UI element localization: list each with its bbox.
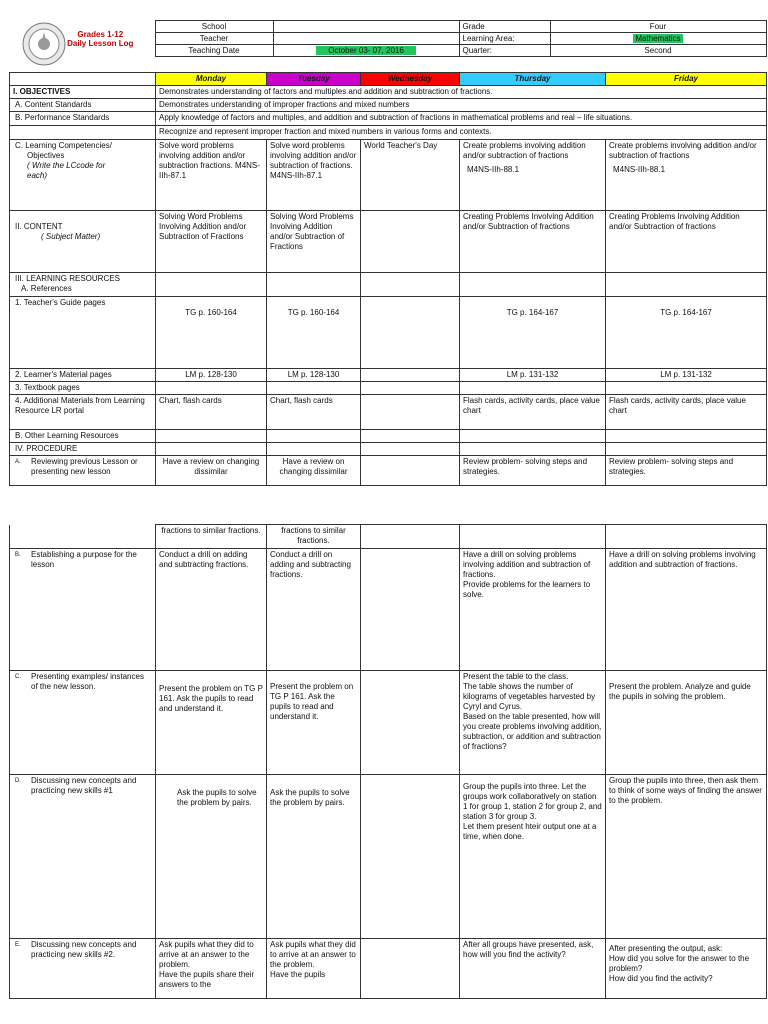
day-header-monday: Monday: [156, 73, 267, 86]
continuation-blank: [10, 525, 156, 549]
review-friday: Review problem- solving steps and strategies.: [606, 456, 767, 486]
lm-wednesday: [361, 369, 460, 382]
purpose-tuesday: Conduct a drill on adding and subtracting fractions.: [267, 549, 361, 671]
discussing2-monday: Ask pupils what they did to arrive at an answer to the problem. Have the pupils share their answers to the: [156, 939, 267, 999]
lesson-table-page2: [9, 524, 767, 999]
teaching-date-label: Teaching Date: [155, 45, 273, 57]
purpose-thursday: Have a drill on solving problems involving addition and subtraction of fractions. Provide problems for the learners to solve.: [460, 549, 606, 671]
content-wednesday: [361, 211, 460, 273]
objectives-heading: I. OBJECTIVES: [10, 86, 156, 99]
lesson-table-page1: [9, 72, 767, 486]
tg-tuesday: TG p. 160-164: [267, 297, 361, 369]
school-value: [273, 21, 459, 33]
examples-thursday: Present the table to the class. The table shows the number of kilograms of vegetables harvested by Cyryl and Cyrus. Based on the table presented, how will you create problems involving addition, subtraction, or addition and subtraction of fractions?: [460, 671, 606, 775]
discussing-2-label: E. Discussing new concepts and practicing new skills #2.: [10, 939, 156, 999]
recognize-text: Recognize and represent improper fraction and mixed numbers in various forms and contexts.: [156, 126, 767, 140]
discussing1-thursday: Group the pupils into three. Let the groups work collaboratively on station 1 for group 1, station 2 for group 2, and station 3 for group 3. Let them present hteir output one at a time, when done.: [460, 775, 606, 939]
purpose-monday: Conduct a drill on adding and subtracting fractions.: [156, 549, 267, 671]
performance-standards-label: B. Performance Standards: [10, 112, 156, 126]
establishing-purpose-label: B. Establishing a purpose for the lesson: [10, 549, 156, 671]
school-label: School: [155, 21, 273, 33]
additional-materials-label: 4. Additional Materials from Learning Resource LR portal: [10, 395, 156, 430]
examples-friday: Present the problem. Analyze and guide the pupils in solving the problem.: [606, 671, 767, 775]
header-table: [9, 20, 767, 57]
purpose-friday: Have a drill on solving problems involving addition and subtraction of fractions.: [606, 549, 767, 671]
discussing1-monday: Ask the pupils to solve the problem by pairs.: [156, 775, 267, 939]
addl-wednesday: [361, 395, 460, 430]
content-tuesday: Solving Word Problems Involving Addition and/or Subtraction of Fractions: [267, 211, 361, 273]
cont-friday: [606, 525, 767, 549]
learning-area-value: Mathematics: [635, 34, 681, 43]
performance-standards-text: Apply knowledge of factors and multiples, and addition and subtraction of fractions in mathematical problems and real – life situations.: [156, 112, 767, 126]
discussing2-thursday: After all groups have presented, ask, how will you find the activity?: [460, 939, 606, 999]
competencies-label: C. Learning Competencies/ Objectives ( Write the LCcode for each): [10, 140, 156, 211]
review-monday: Have a review on changing dissimilar: [156, 456, 267, 486]
learning-area-label: Learning Area:: [459, 33, 550, 45]
tg-thursday: TG p. 164-167: [460, 297, 606, 369]
content-standards-text: Demonstrates understanding of improper fractions and mixed numbers: [156, 99, 767, 112]
addl-monday: Chart, flash cards: [156, 395, 267, 430]
content-friday: Creating Problems Involving Addition and/or Subtraction of fractions: [606, 211, 767, 273]
grade-label: Grade: [459, 21, 550, 33]
objectives-text: Demonstrates understanding of factors and multiples and addition and subtraction of fractions.: [156, 86, 767, 99]
discussing1-tuesday: Ask the pupils to solve the problem by pairs.: [267, 775, 361, 939]
addl-friday: Flash cards, activity cards, place value chart: [606, 395, 767, 430]
teaching-date-value: October 03- 07, 2016: [316, 46, 416, 55]
textbook-label: 3. Textbook pages: [10, 382, 156, 395]
discussing1-wednesday: [361, 775, 460, 939]
teaching-date-cell: [273, 45, 459, 57]
cont-thursday: [460, 525, 606, 549]
learners-material-label: 2. Learner's Material pages: [10, 369, 156, 382]
content-monday: Solving Word Problems Involving Addition and/or Subtraction of Fractions: [156, 211, 267, 273]
addl-tuesday: Chart, flash cards: [267, 395, 361, 430]
discussing2-friday: After presenting the output, ask: How did you solve for the answer to the problem? How did you find the activity?: [606, 939, 767, 999]
examples-monday: Present the problem on TG P 161. Ask the pupils to read and understand it.: [156, 671, 267, 775]
procedure-label: IV. PROCEDURE: [10, 443, 156, 456]
review-wednesday: [361, 456, 460, 486]
examples-wednesday: [361, 671, 460, 775]
quarter-label: Quarter:: [459, 45, 550, 57]
discussing2-wednesday: [361, 939, 460, 999]
tg-monday: TG p. 160-164: [156, 297, 267, 369]
reviewing-label: A. Reviewing previous Lesson or presenting new lesson: [10, 456, 156, 486]
lm-tuesday: LM p. 128-130: [267, 369, 361, 382]
day-header-blank: [10, 73, 156, 86]
discussing1-friday: Group the pupils into three, then ask them to think of some ways of finding the answer to the problem.: [606, 775, 767, 939]
competency-monday: Solve word problems involving addition and/or subtraction fractions. M4NS-IIh-87.1: [156, 140, 267, 211]
tg-wednesday: [361, 297, 460, 369]
day-header-wednesday: Wednesday: [361, 73, 460, 86]
competency-tuesday: Solve word problems involving addition and/or subtraction of fractions. M4NS-IIh-87.1: [267, 140, 361, 211]
purpose-wednesday: [361, 549, 460, 671]
discussing-1-label: D. Discussing new concepts and practicing new skills #1: [10, 775, 156, 939]
lm-friday: LM p. 131-132: [606, 369, 767, 382]
day-header-tuesday: Tuesday: [267, 73, 361, 86]
lm-monday: LM p. 128-130: [156, 369, 267, 382]
grades-label: Grades 1-12 Daily Lesson Log: [67, 29, 134, 48]
competency-wednesday: World Teacher's Day: [361, 140, 460, 211]
content-thursday: Creating Problems Involving Addition and/or Subtraction of fractions: [460, 211, 606, 273]
grade-value: Four: [550, 21, 766, 33]
competency-friday: Create problems involving addition and/or subtraction of fractions M4NS-IIh-88.1: [606, 140, 767, 211]
teachers-guide-label: 1. Teacher's Guide pages: [10, 297, 156, 369]
cont-monday: fractions to similar fractions.: [156, 525, 267, 549]
cont-tuesday: fractions to similar fractions.: [267, 525, 361, 549]
competency-thursday: Create problems involving addition and/or subtraction of fractions M4NS-IIh-88.1: [460, 140, 606, 211]
addl-thursday: Flash cards, activity cards, place value chart: [460, 395, 606, 430]
content-label: II. CONTENT ( Subject Matter): [10, 211, 156, 273]
cont-wednesday: [361, 525, 460, 549]
quarter-value: Second: [550, 45, 766, 57]
recognize-blank: [10, 126, 156, 140]
learning-area-value-cell: [550, 33, 766, 45]
review-tuesday: Have a review on changing dissimilar: [267, 456, 361, 486]
day-header-friday: Friday: [606, 73, 767, 86]
content-standards-label: A. Content Standards: [10, 99, 156, 112]
teacher-label: Teacher: [155, 33, 273, 45]
teacher-value: [273, 33, 459, 45]
lm-thursday: LM p. 131-132: [460, 369, 606, 382]
other-resources-label: B. Other Learning Resources: [10, 430, 156, 443]
tg-friday: TG p. 164-167: [606, 297, 767, 369]
examples-tuesday: Present the problem on TG P 161. Ask the pupils to read and understand it.: [267, 671, 361, 775]
day-header-thursday: Thursday: [460, 73, 606, 86]
presenting-examples-label: C. Presenting examples/ instances of the new lesson.: [10, 671, 156, 775]
discussing2-tuesday: Ask pupils what they did to arrive at an answer to the problem. Have the pupils: [267, 939, 361, 999]
review-thursday: Review problem- solving steps and strategies.: [460, 456, 606, 486]
learning-resources-label: III. LEARNING RESOURCES A. References: [10, 273, 156, 297]
